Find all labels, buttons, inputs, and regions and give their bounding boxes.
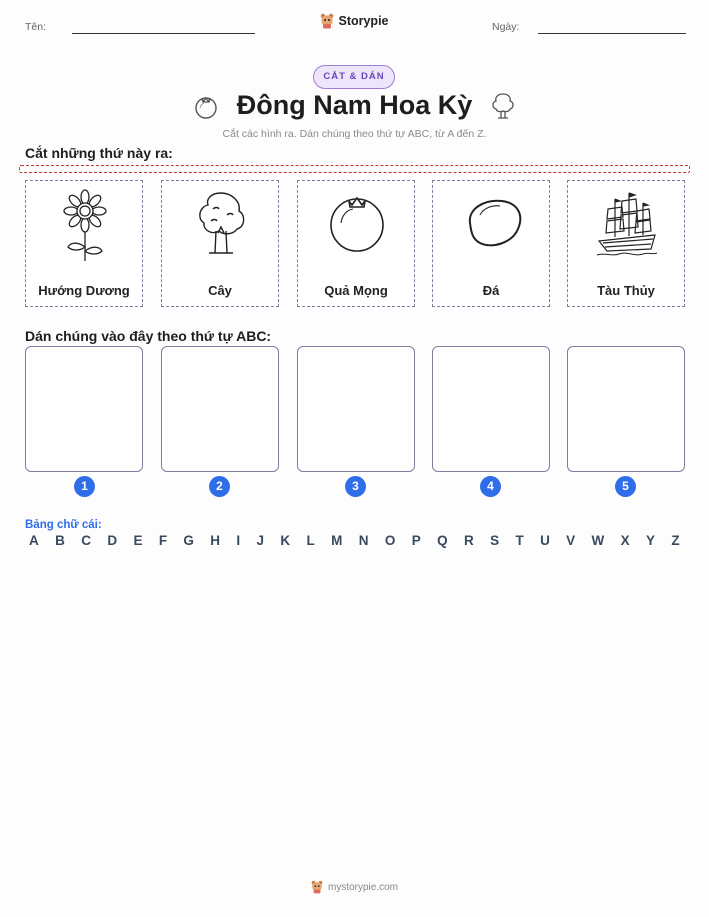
paste-slot-1[interactable] (25, 346, 143, 472)
page-title: Đông Nam Hoa Kỳ (236, 90, 473, 120)
cut-card-tree[interactable] (161, 180, 279, 307)
alphabet-letter: Y (646, 533, 656, 548)
paste-slot-2[interactable] (161, 346, 279, 472)
alphabet-letter: S (490, 533, 500, 548)
alphabet-letter: T (515, 533, 524, 548)
alphabet-letter: M (331, 533, 343, 548)
paste-slot-5[interactable] (567, 346, 685, 472)
alphabet-heading: Bảng chữ cái: (25, 519, 102, 531)
tree-icon (191, 189, 251, 265)
cut-card-label: Cây (208, 283, 232, 298)
name-label: Tên: (25, 21, 47, 33)
cut-card-label: Đá (482, 283, 500, 298)
footer (0, 880, 709, 894)
alphabet-letter: N (358, 533, 369, 548)
alphabet-letter: B (55, 533, 65, 548)
paste-heading: Dán chúng vào đây theo thứ tự ABC: (25, 328, 272, 344)
alphabet-letter: P (411, 533, 421, 548)
slot-number-5: 5 (615, 476, 636, 497)
tree-icon (490, 91, 516, 121)
name-line[interactable] (72, 33, 255, 34)
alphabet-letter: I (236, 533, 241, 548)
alphabet-letter: F (158, 533, 168, 548)
alphabet-letter: Q (437, 533, 448, 548)
berry-icon (193, 92, 219, 120)
footer-url[interactable]: mystorypie.com (327, 881, 398, 893)
brand-logo (0, 13, 709, 29)
alphabet-letter: E (133, 533, 143, 548)
paste-slot-3[interactable] (297, 346, 415, 472)
alphabet-letter: V (566, 533, 576, 548)
alphabet-letter: U (540, 533, 550, 548)
date-label: Ngày: (492, 21, 520, 33)
alphabet-letter: O (384, 533, 396, 548)
brand-name: Storypie (338, 14, 389, 28)
cut-card-label: Tàu Thủy (597, 283, 655, 298)
cut-card-berry[interactable] (297, 180, 415, 307)
cut-card-label: Quả Mọng (324, 283, 388, 298)
storypie-mascot-icon (311, 880, 323, 894)
ship-icon (595, 189, 659, 265)
cut-card-rock[interactable] (432, 180, 550, 307)
alphabet-letter: X (620, 533, 630, 548)
alphabet-letter: L (306, 533, 315, 548)
alphabet-letter: W (591, 533, 605, 548)
slot-number-2: 2 (209, 476, 230, 497)
rock-icon (462, 189, 522, 265)
alphabet-row (25, 533, 684, 548)
cut-card-sunflower[interactable] (25, 180, 143, 307)
cut-card-ship[interactable] (567, 180, 685, 307)
alphabet-letter: Z (671, 533, 680, 548)
sunflower-icon (55, 189, 115, 265)
title-row (0, 90, 709, 121)
paste-slot-4[interactable] (432, 346, 550, 472)
cut-line (19, 165, 690, 173)
slot-number-1: 1 (74, 476, 95, 497)
alphabet-letter: J (256, 533, 265, 548)
cut-heading: Cắt những thứ này ra: (25, 145, 173, 161)
activity-badge: CẮT & DÁN (313, 65, 395, 89)
instructions: Cắt các hình ra. Dán chúng theo thứ tự ABC, từ A đến Z. (222, 128, 487, 140)
cut-card-label: Hướng Dương (38, 283, 130, 298)
alphabet-letter: K (280, 533, 291, 548)
alphabet-letter: H (210, 533, 221, 548)
storypie-mascot-icon (320, 13, 334, 29)
alphabet-letter: G (183, 533, 194, 548)
alphabet-letter: R (463, 533, 474, 548)
alphabet-letter: D (107, 533, 118, 548)
alphabet-letter: C (81, 533, 91, 548)
slot-number-3: 3 (345, 476, 366, 497)
alphabet-letter: A (29, 533, 39, 548)
slot-number-4: 4 (480, 476, 501, 497)
date-line[interactable] (538, 33, 686, 34)
berry-icon (327, 189, 387, 265)
